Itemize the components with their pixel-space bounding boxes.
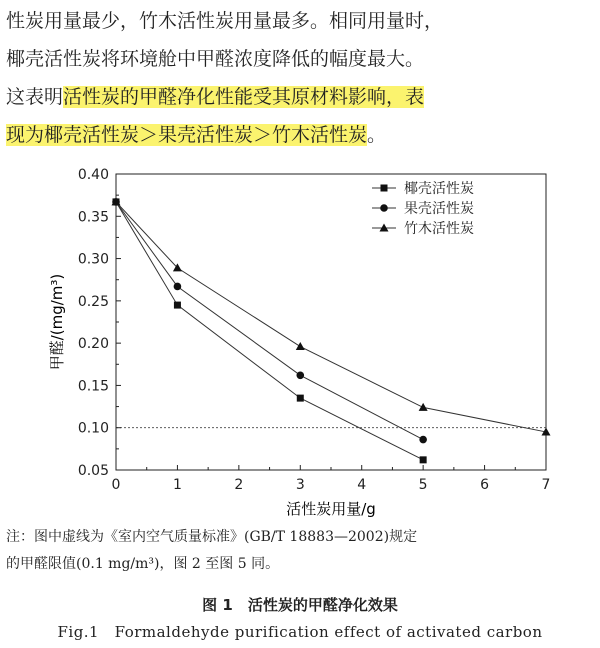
paragraph-highlight-1: 活性炭的甲醛净化性能受其原材料影响，表 [63, 86, 425, 108]
data-point [174, 302, 181, 309]
series-2 [112, 198, 427, 443]
x-tick-label: 0 [111, 477, 121, 493]
plot-frame [116, 174, 546, 470]
x-tick-label: 3 [295, 477, 305, 493]
figure-caption-chinese: 图 1 活性炭的甲醛净化效果 [202, 596, 398, 614]
legend-marker [381, 185, 388, 192]
note-line-1: 注：图中虚线为《室内空气质量标准》(GB/T 18883—2002)规定 [6, 529, 418, 545]
data-point [296, 371, 304, 379]
x-tick-label: 7 [541, 477, 551, 493]
paragraph-line-3-plain: 这表明 [6, 86, 64, 108]
series-group [112, 197, 551, 463]
data-point [419, 436, 427, 444]
formaldehyde-chart [0, 160, 600, 532]
data-point [174, 283, 182, 291]
y-tick-label: 0.25 [77, 293, 109, 310]
data-point [296, 342, 305, 350]
paragraph-line-2: 椰壳活性炭将环境舱中甲醛浓度降低的幅度最大。 [6, 48, 425, 70]
y-axis-label: 甲醛/(mg/m³) [48, 273, 66, 371]
x-tick-label: 6 [480, 477, 490, 493]
series-line [116, 202, 423, 440]
y-tick-label: 0.10 [77, 420, 109, 437]
data-point [297, 395, 304, 402]
paragraph-highlight-2: 现为椰壳活性炭＞果壳活性炭＞竹木活性炭 [6, 124, 368, 146]
paragraph-line-3 [6, 78, 596, 116]
data-point [419, 403, 428, 411]
x-tick-label: 5 [418, 477, 428, 493]
y-tick-label: 0.15 [77, 378, 109, 395]
body-paragraph [6, 2, 596, 154]
data-point [420, 456, 427, 463]
paragraph-line-1: 性炭用量最少，竹木活性炭用量最多。相同用量时， [6, 10, 444, 32]
series-line [116, 202, 423, 460]
y-tick-label: 0.20 [77, 336, 109, 353]
legend-label: 竹木活性炭 [404, 221, 474, 237]
legend-label: 果壳活性炭 [404, 201, 474, 217]
paragraph-line-4-end: 。 [367, 124, 387, 146]
legend-marker [380, 204, 388, 212]
figure-caption-english: Fig.1 Formaldehyde purification effect of activated carbon [57, 623, 543, 641]
x-tick-label: 4 [357, 477, 367, 493]
note-line-2: 的甲醛限值(0.1 mg/m³)，图 2 至图 5 同。 [6, 556, 280, 572]
y-tick-label: 0.35 [77, 209, 109, 226]
x-tick-label: 1 [172, 477, 182, 493]
y-tick-label: 0.30 [77, 251, 109, 268]
paragraph-line-4 [6, 116, 596, 154]
x-axis-label: 活性炭用量/g [286, 500, 376, 518]
plot-border [116, 174, 546, 470]
series-line [116, 202, 546, 432]
legend-label: 椰壳活性炭 [404, 181, 474, 197]
y-tick-label: 0.40 [77, 167, 109, 183]
legend [372, 180, 474, 237]
x-tick-label: 2 [234, 477, 244, 493]
series-3 [112, 197, 551, 435]
axis-ticks [78, 167, 551, 493]
series-1 [113, 198, 427, 463]
figure-note [6, 524, 596, 578]
y-tick-label: 0.05 [77, 463, 109, 479]
